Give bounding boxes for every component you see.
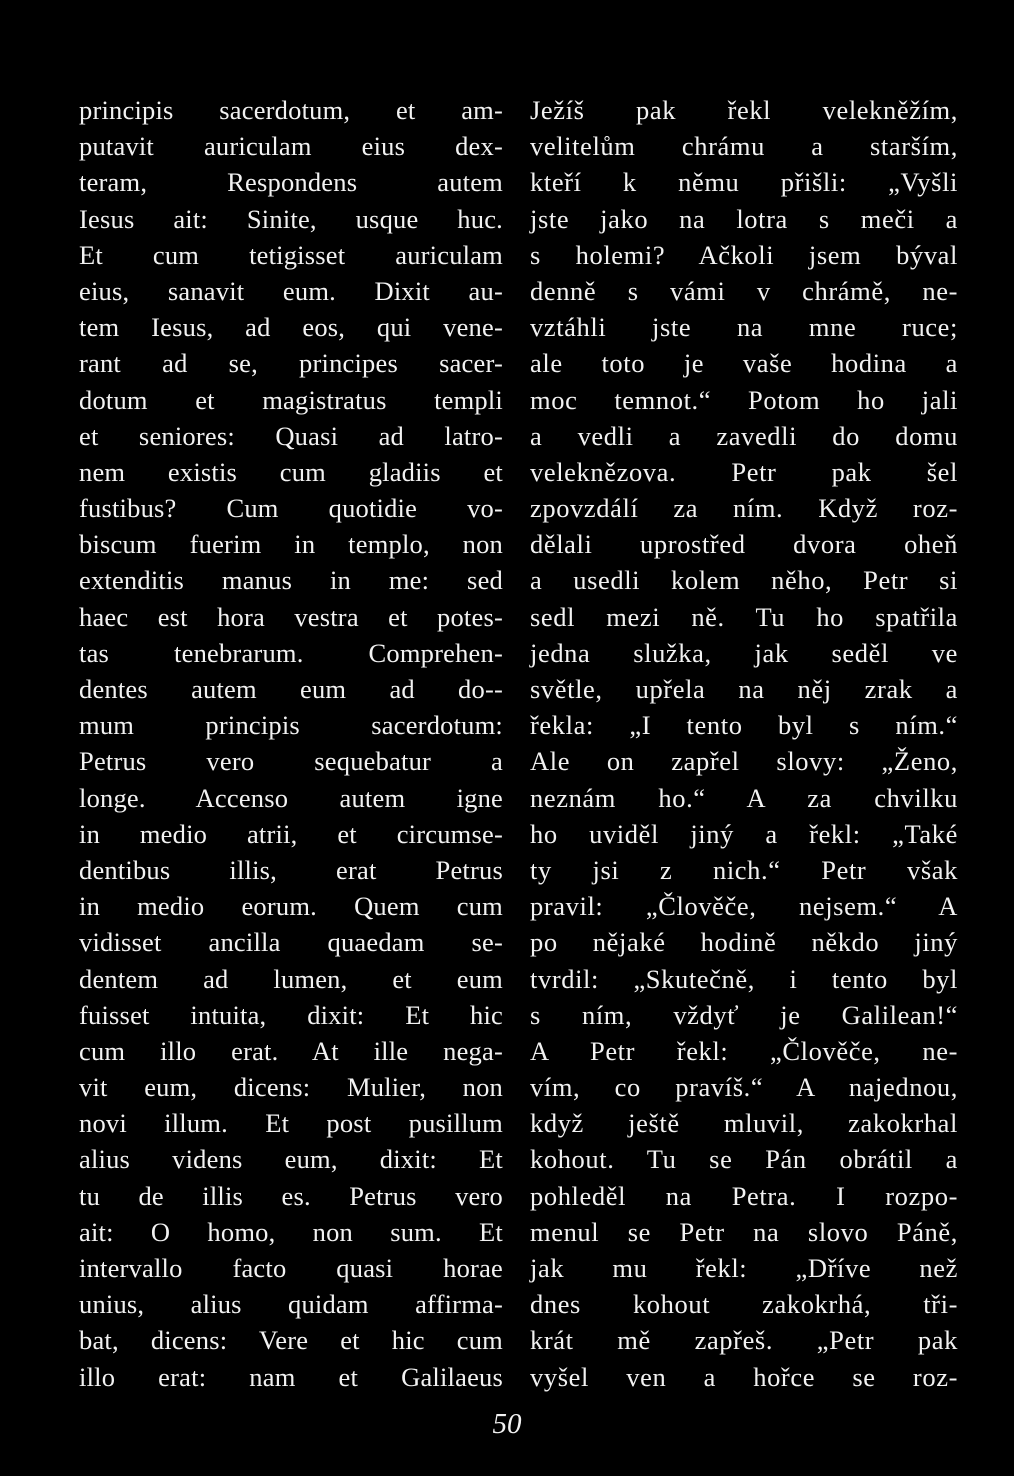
latin-text-line: bat, dicens: Vere et hic cum <box>79 1325 503 1356</box>
czech-text-line: vyšel ven a hořce se roz- <box>530 1361 958 1392</box>
czech-text-line: A Petr řekl: „Člověče, ne- <box>530 1035 958 1066</box>
latin-text-line: vidisset ancilla quaedam se- <box>79 927 503 958</box>
latin-text-line: biscum fuerim in templo, non <box>79 529 503 560</box>
latin-text-line: fuisset intuita, dixit: Et hic <box>79 999 503 1030</box>
czech-text-line: tvrdil: „Skutečně, i tento byl <box>530 963 958 994</box>
latin-text-line: dotum et magistratus templi <box>79 384 503 415</box>
czech-text-line: vztáhli jste na mne ruce; <box>530 312 958 343</box>
czech-text-line: pohleděl na Petra. I rozpo- <box>530 1180 958 1211</box>
latin-text-line: et seniores: Quasi ad latro- <box>79 420 503 451</box>
czech-text-line: sedl mezi ně. Tu ho spatřila <box>530 601 958 632</box>
czech-text-line: veleknězova. Petr pak šel <box>530 456 958 487</box>
latin-text-line: unius, alius quidam affirma- <box>79 1289 503 1320</box>
latin-text-line: haec est hora vestra et potes- <box>79 601 503 632</box>
latin-text-line: Petrus vero sequebatur a <box>79 746 503 777</box>
czech-text-line: dělali uprostřed dvora oheň <box>530 529 958 560</box>
latin-text-line: illo erat: nam et Galilaeus <box>79 1361 503 1392</box>
latin-text-line: alius videns eum, dixit: Et <box>79 1144 503 1175</box>
latin-text-line: tu de illis es. Petrus vero <box>79 1180 503 1211</box>
latin-text-line: Iesus ait: Sinite, usque huc. <box>79 203 503 234</box>
czech-text-line: menul se Petr na slovo Páně, <box>530 1216 958 1247</box>
czech-text-line: jedna služka, jak seděl ve <box>530 637 958 668</box>
czech-text-line: pravil: „Člověče, nejsem.“ A <box>530 891 958 922</box>
czech-text-line: ale toto je vaše hodina a <box>530 348 958 379</box>
latin-text-line: Et cum tetigisset auriculam <box>79 239 503 270</box>
czech-text-line: když ještě mluvil, zakokrhal <box>530 1108 958 1139</box>
latin-text-line: mum principis sacerdotum: <box>79 710 503 741</box>
czech-text-line: zpovzdálí za ním. Když roz- <box>530 493 958 524</box>
latin-text-line: rant ad se, principes sacer- <box>79 348 503 379</box>
latin-text-line: nem existis cum gladiis et <box>79 456 503 487</box>
latin-text-line: vit eum, dicens: Mulier, non <box>79 1072 503 1103</box>
czech-text-line: po nějaké hodině někdo jiný <box>530 927 958 958</box>
czech-text-line: s holemi? Ačkoli jsem býval <box>530 239 958 270</box>
latin-text-column <box>79 92 503 1395</box>
latin-text-line: dentibus illis, erat Petrus <box>79 854 503 885</box>
latin-text-line: longe. Accenso autem igne <box>79 782 503 813</box>
latin-text-line: ait: O homo, non sum. Et <box>79 1216 503 1247</box>
latin-text-line: tem Iesus, ad eos, qui vene- <box>79 312 503 343</box>
czech-text-line: moc temnot.“ Potom ho jali <box>530 384 958 415</box>
czech-text-line: jak mu řekl: „Dříve než <box>530 1253 958 1283</box>
latin-text-line: in medio atrii, et circumse- <box>79 818 503 849</box>
latin-text-line: teram, Respondens autem <box>79 167 503 198</box>
latin-text-line: eius, sanavit eum. Dixit au- <box>79 275 503 306</box>
czech-text-line: kteří k němu přišli: „Vyšli <box>530 167 958 198</box>
latin-text-line: novi illum. Et post pusillum <box>79 1108 503 1139</box>
page-number: 50 <box>492 1408 522 1440</box>
czech-text-line: velitelům chrámu a starším, <box>530 131 958 162</box>
latin-text-line: putavit auriculam eius dex- <box>79 131 503 162</box>
czech-text-line: a vedli a zavedli do domu <box>530 420 958 451</box>
latin-text-line: dentes autem eum ad do-- <box>79 674 503 704</box>
czech-text-line: dnes kohout zakokrhá, tři- <box>530 1289 958 1320</box>
czech-text-line: řekla: „I tento byl s ním.“ <box>530 710 958 741</box>
czech-text-line: a usedli kolem něho, Petr si <box>530 565 958 596</box>
latin-text-line: fustibus? Cum quotidie vo- <box>79 493 503 524</box>
czech-text-line: Ježíš pak řekl velekněžím, <box>530 95 958 125</box>
latin-text-line: dentem ad lumen, et eum <box>79 963 503 994</box>
latin-text-line: principis sacerdotum, et am- <box>79 95 503 125</box>
latin-text-line: tas tenebrarum. Comprehen- <box>79 637 503 668</box>
latin-text-line: in medio eorum. Quem cum <box>79 891 503 922</box>
czech-text-line: krát mě zapřeš. „Petr pak <box>530 1325 958 1356</box>
czech-text-line: neznám ho.“ A za chvilku <box>530 782 958 813</box>
latin-text-line: extenditis manus in me: sed <box>79 565 503 596</box>
czech-text-line: kohout. Tu se Pán obrátil a <box>530 1144 958 1175</box>
czech-text-line: vím, co pravíš.“ A najednou, <box>530 1072 958 1103</box>
czech-text-line: ty jsi z nich.“ Petr však <box>530 854 958 885</box>
czech-text-line: ho uviděl jiný a řekl: „Také <box>530 818 958 849</box>
czech-text-column <box>530 92 958 1395</box>
czech-text-line: s ním, vždyť je Galilean!“ <box>530 999 958 1030</box>
czech-text-line: světle, upřela na něj zrak a <box>530 674 958 704</box>
latin-text-line: cum illo erat. At ille nega- <box>79 1035 503 1066</box>
czech-text-line: denně s vámi v chrámě, ne- <box>530 275 958 306</box>
czech-text-line: jste jako na lotra s meči a <box>530 203 958 234</box>
czech-text-line: Ale on zapřel slovy: „Ženo, <box>530 746 958 777</box>
latin-text-line: intervallo facto quasi horae <box>79 1253 503 1283</box>
